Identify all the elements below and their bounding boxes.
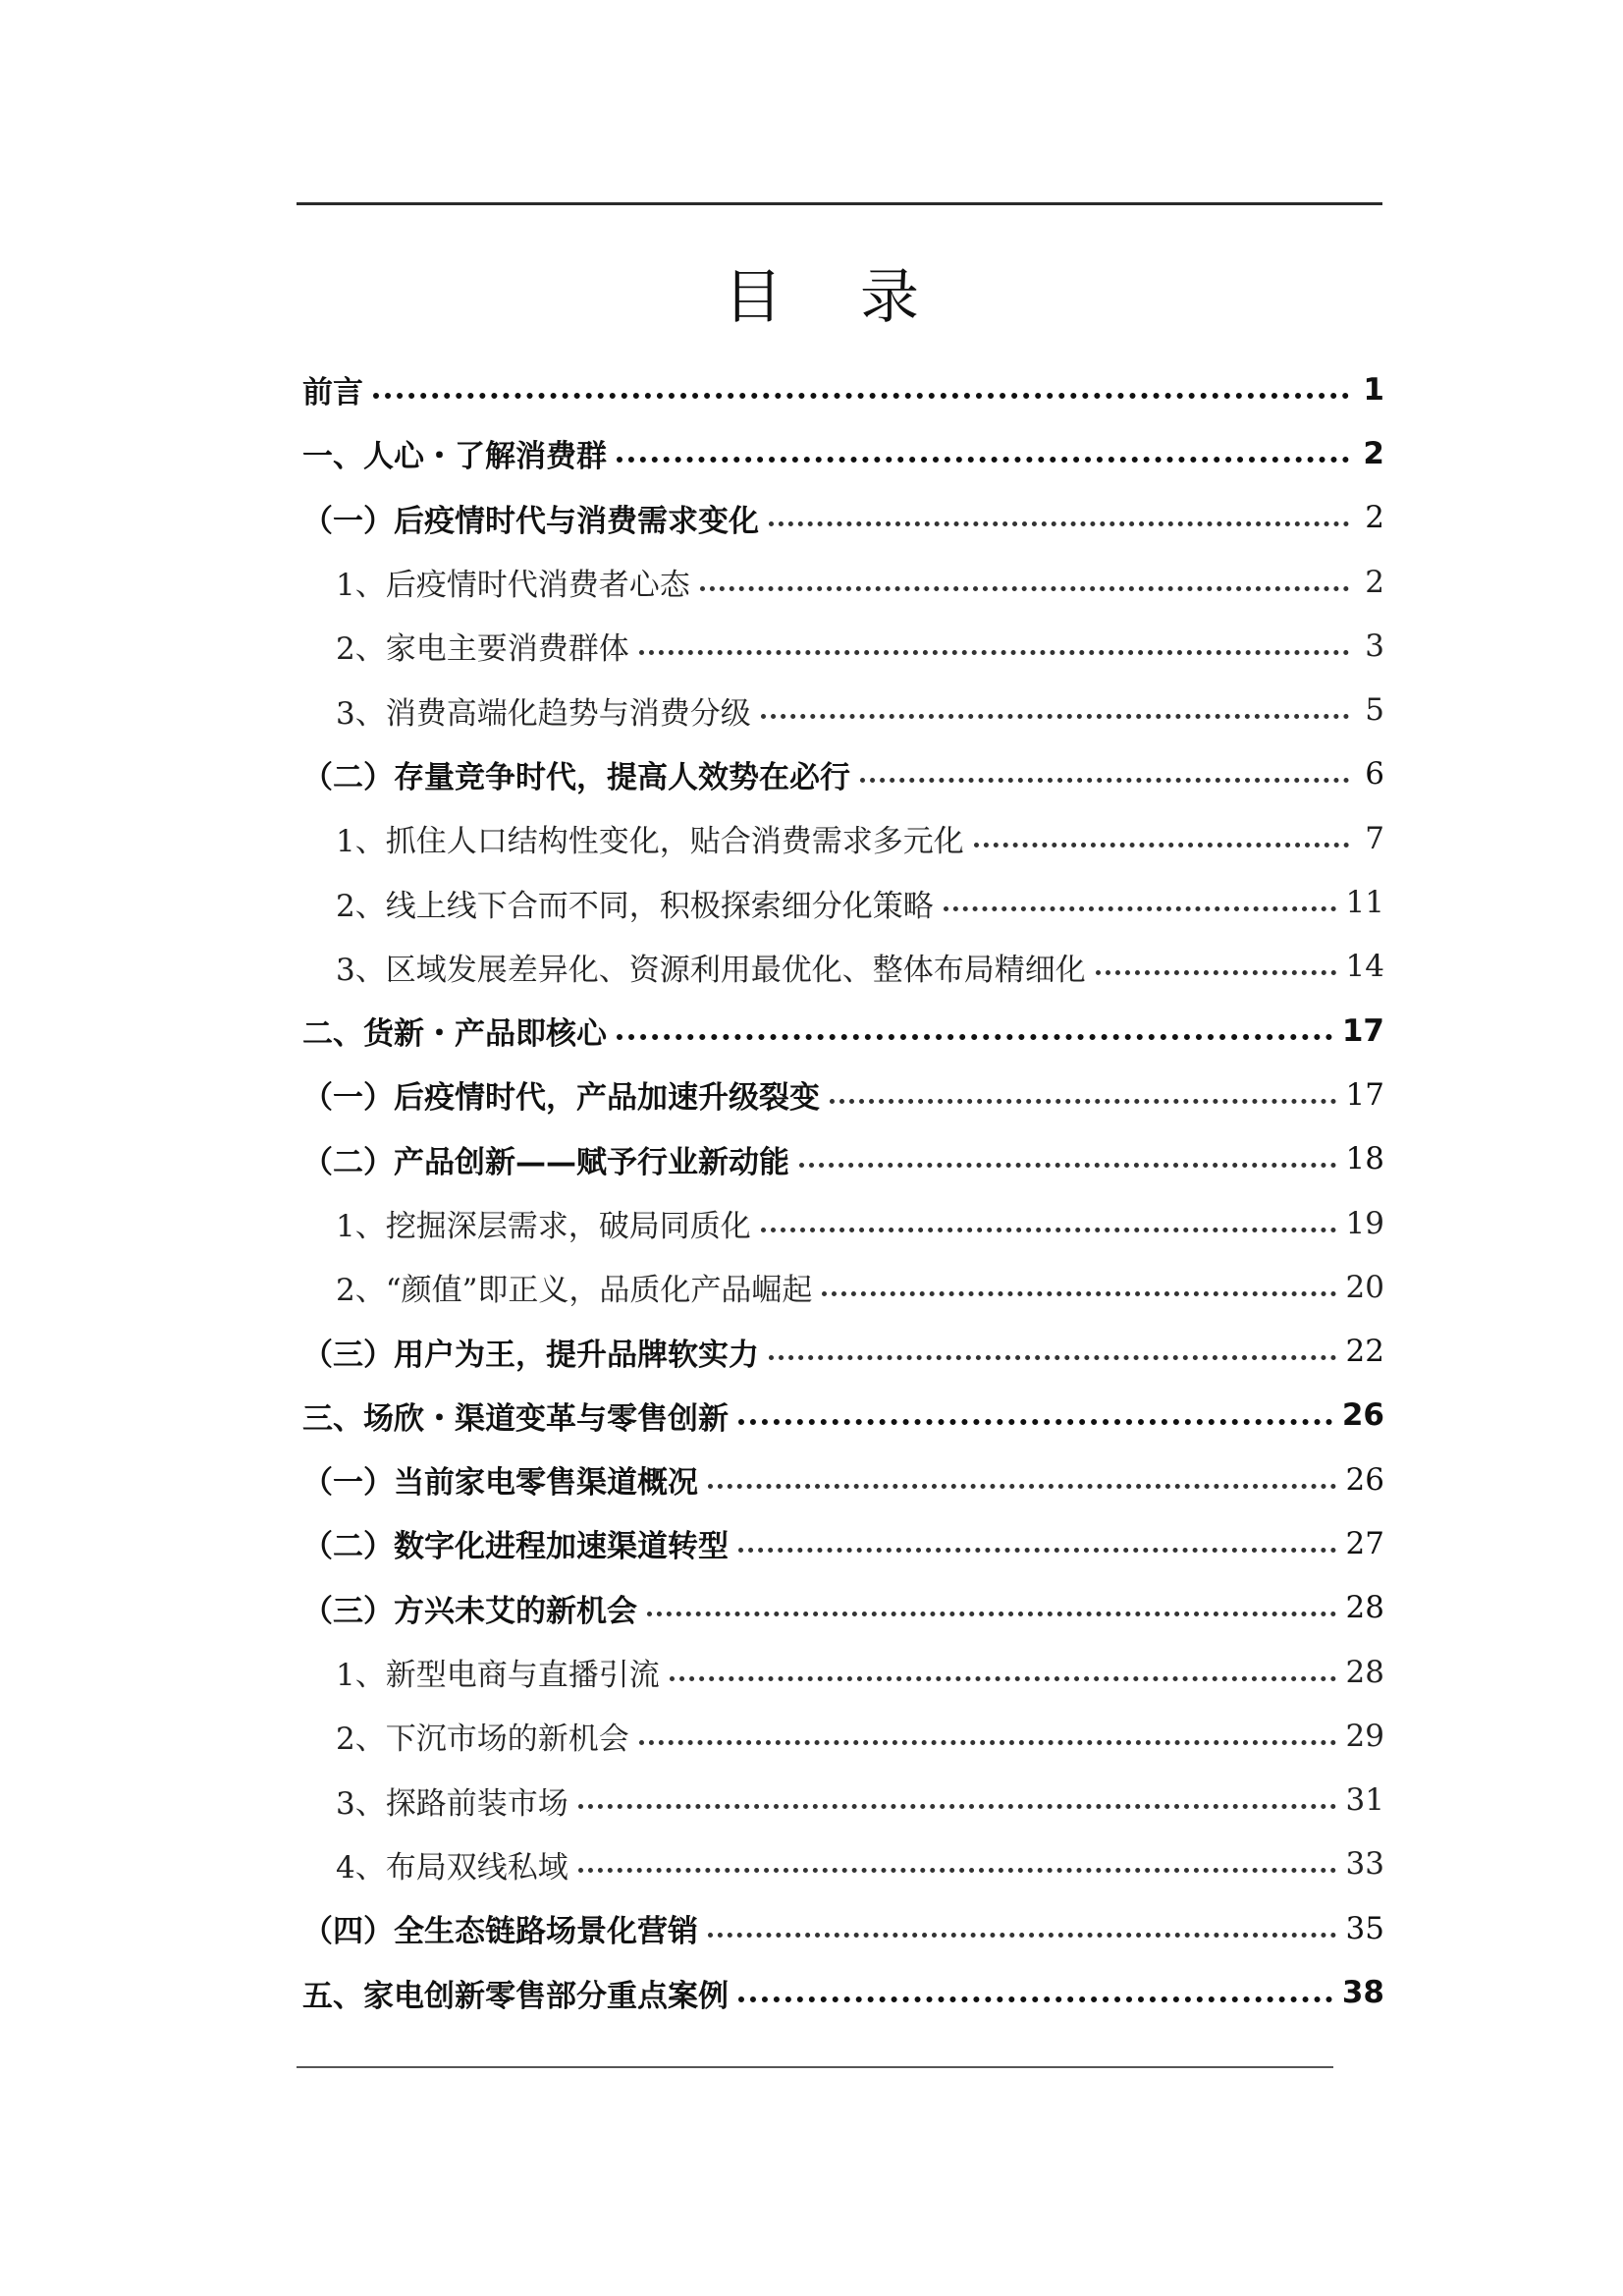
toc-entry-label: （三）方兴未艾的新机会	[302, 1593, 637, 1629]
toc-entry-label: （一）后疫情时代，产品加速升级裂变	[302, 1080, 820, 1117]
dot-leader	[617, 456, 1349, 463]
toc-entry-page-number: 1	[1363, 371, 1384, 408]
toc-entry-page-number: 38	[1341, 1975, 1384, 2011]
dot-leader	[670, 1675, 1336, 1681]
toc-entry[interactable]	[302, 935, 1384, 999]
dot-leader	[761, 713, 1349, 719]
toc-entry-label: 2、“颜值”即正义，品质化产品崛起	[336, 1273, 813, 1309]
toc-entry-page-number: 18	[1345, 1141, 1384, 1177]
toc-entry-label: 3、探路前装市场	[336, 1785, 568, 1822]
toc-entry-label: 1、新型电商与直播引流	[336, 1658, 660, 1694]
toc-entry-label: （一）后疫情时代与消费需求变化	[302, 503, 759, 539]
dot-leader	[700, 585, 1349, 591]
toc-entry-label: 二、货新・产品即核心	[302, 1016, 607, 1053]
dot-leader	[860, 777, 1349, 783]
dot-leader	[799, 1162, 1336, 1168]
toc-entry-page-number: 2	[1365, 500, 1384, 536]
toc-entry-page-number: 7	[1365, 820, 1384, 856]
toc-entry[interactable]	[302, 870, 1384, 934]
toc-entry-page-number: 28	[1345, 1654, 1384, 1690]
toc-entry-label: 2、下沉市场的新机会	[336, 1722, 629, 1758]
table-of-contents	[302, 357, 1384, 2025]
toc-entry-page-number: 20	[1345, 1269, 1384, 1305]
toc-entry-page-number: 31	[1345, 1782, 1384, 1819]
dot-leader	[974, 842, 1349, 847]
dot-leader	[578, 1803, 1336, 1809]
toc-entry-label: 4、布局双线私域	[336, 1849, 568, 1886]
dot-leader	[708, 1483, 1336, 1489]
dot-leader	[944, 905, 1336, 911]
dot-leader	[578, 1867, 1336, 1873]
dot-leader	[761, 1227, 1336, 1232]
toc-entry-label: 2、家电主要消费群体	[336, 631, 629, 668]
dot-leader	[639, 649, 1349, 655]
toc-entry-page-number: 33	[1345, 1846, 1384, 1883]
toc-entry[interactable]	[302, 1769, 1384, 1832]
dot-leader	[647, 1611, 1336, 1616]
toc-entry-page-number: 35	[1345, 1910, 1384, 1946]
toc-entry[interactable]	[302, 357, 1384, 421]
dot-leader	[738, 1995, 1332, 2002]
toc-entry[interactable]	[302, 1127, 1384, 1191]
page-title: 目 录	[723, 263, 949, 332]
toc-entry-label: 前言	[302, 375, 363, 411]
toc-entry[interactable]	[302, 421, 1384, 485]
toc-entry-page-number: 17	[1345, 1076, 1384, 1113]
toc-entry-page-number: 14	[1345, 949, 1384, 985]
toc-entry[interactable]	[302, 1640, 1384, 1704]
toc-entry-label: 2、线上线下合而不同，积极探索细分化策略	[336, 888, 934, 924]
toc-entry-page-number: 11	[1345, 885, 1384, 921]
toc-entry[interactable]	[302, 1576, 1384, 1640]
toc-entry-page-number: 19	[1345, 1205, 1384, 1241]
toc-entry-label: 1、抓住人口结构性变化，贴合消费需求多元化	[336, 824, 964, 860]
toc-entry[interactable]	[302, 486, 1384, 550]
toc-entry-label: 1、后疫情时代消费者心态	[336, 568, 690, 604]
toc-entry-label: 三、场欣・渠道变革与零售创新	[302, 1400, 729, 1437]
toc-entry[interactable]	[302, 678, 1384, 741]
toc-entry-page-number: 5	[1365, 692, 1384, 729]
toc-entry-label: （四）全生态链路场景化营销	[302, 1914, 698, 1950]
toc-entry-label: （三）用户为王，提升品牌软实力	[302, 1337, 759, 1373]
toc-entry[interactable]	[302, 1511, 1384, 1575]
toc-entry-label: （二）产品创新——赋予行业新动能	[302, 1144, 789, 1180]
toc-entry[interactable]	[302, 742, 1384, 806]
dot-leader	[617, 1033, 1332, 1040]
toc-entry-label: （二）存量竞争时代，提高人效势在必行	[302, 759, 850, 795]
toc-entry[interactable]	[302, 1832, 1384, 1896]
toc-entry-label: 1、挖掘深层需求，破局同质化	[336, 1209, 751, 1244]
dot-leader	[738, 1418, 1332, 1425]
toc-entry-page-number: 28	[1345, 1590, 1384, 1626]
toc-entry[interactable]	[302, 1319, 1384, 1383]
dot-leader	[738, 1547, 1336, 1553]
toc-entry-page-number: 2	[1363, 435, 1384, 471]
toc-entry-label: 一、人心・了解消费群	[302, 439, 607, 475]
toc-entry-page-number: 27	[1345, 1525, 1384, 1561]
dot-leader	[822, 1290, 1335, 1296]
toc-entry-page-number: 2	[1365, 564, 1384, 600]
toc-entry[interactable]	[302, 1384, 1384, 1448]
dot-leader	[639, 1739, 1336, 1745]
toc-entry[interactable]	[302, 806, 1384, 870]
toc-entry-label: （一）当前家电零售渠道概况	[302, 1465, 698, 1502]
dot-leader	[769, 1354, 1336, 1360]
toc-entry-page-number: 26	[1341, 1397, 1384, 1434]
toc-entry[interactable]	[302, 550, 1384, 614]
toc-entry[interactable]	[302, 1896, 1384, 1960]
toc-entry-page-number: 3	[1365, 628, 1384, 664]
toc-entry-label: 3、消费高端化趋势与消费分级	[336, 695, 751, 732]
toc-entry[interactable]	[302, 1960, 1384, 2024]
toc-entry[interactable]	[302, 1255, 1384, 1319]
dot-leader	[708, 1932, 1336, 1938]
toc-entry-page-number: 29	[1345, 1718, 1384, 1754]
toc-entry-label: 3、区域发展差异化、资源利用最优化、整体布局精细化	[336, 952, 1086, 988]
toc-entry-page-number: 6	[1365, 756, 1384, 793]
toc-entry-label: （二）数字化进程加速渠道转型	[302, 1529, 729, 1565]
toc-entry-page-number: 22	[1345, 1334, 1384, 1370]
toc-entry-label: 五、家电创新零售部分重点案例	[302, 1978, 729, 2014]
toc-entry[interactable]	[302, 999, 1384, 1063]
dot-leader	[373, 392, 1349, 399]
toc-entry[interactable]	[302, 1704, 1384, 1768]
header-rule	[297, 202, 1382, 205]
toc-entry[interactable]	[302, 614, 1384, 678]
dot-leader	[769, 520, 1349, 526]
toc-entry-page-number: 17	[1341, 1012, 1384, 1049]
toc-entry[interactable]	[302, 1063, 1384, 1126]
toc-entry[interactable]	[302, 1191, 1384, 1255]
dot-leader	[1096, 969, 1336, 975]
toc-entry[interactable]	[302, 1448, 1384, 1511]
footer-rule	[297, 2066, 1333, 2068]
toc-entry-page-number: 26	[1345, 1461, 1384, 1498]
dot-leader	[830, 1098, 1336, 1104]
